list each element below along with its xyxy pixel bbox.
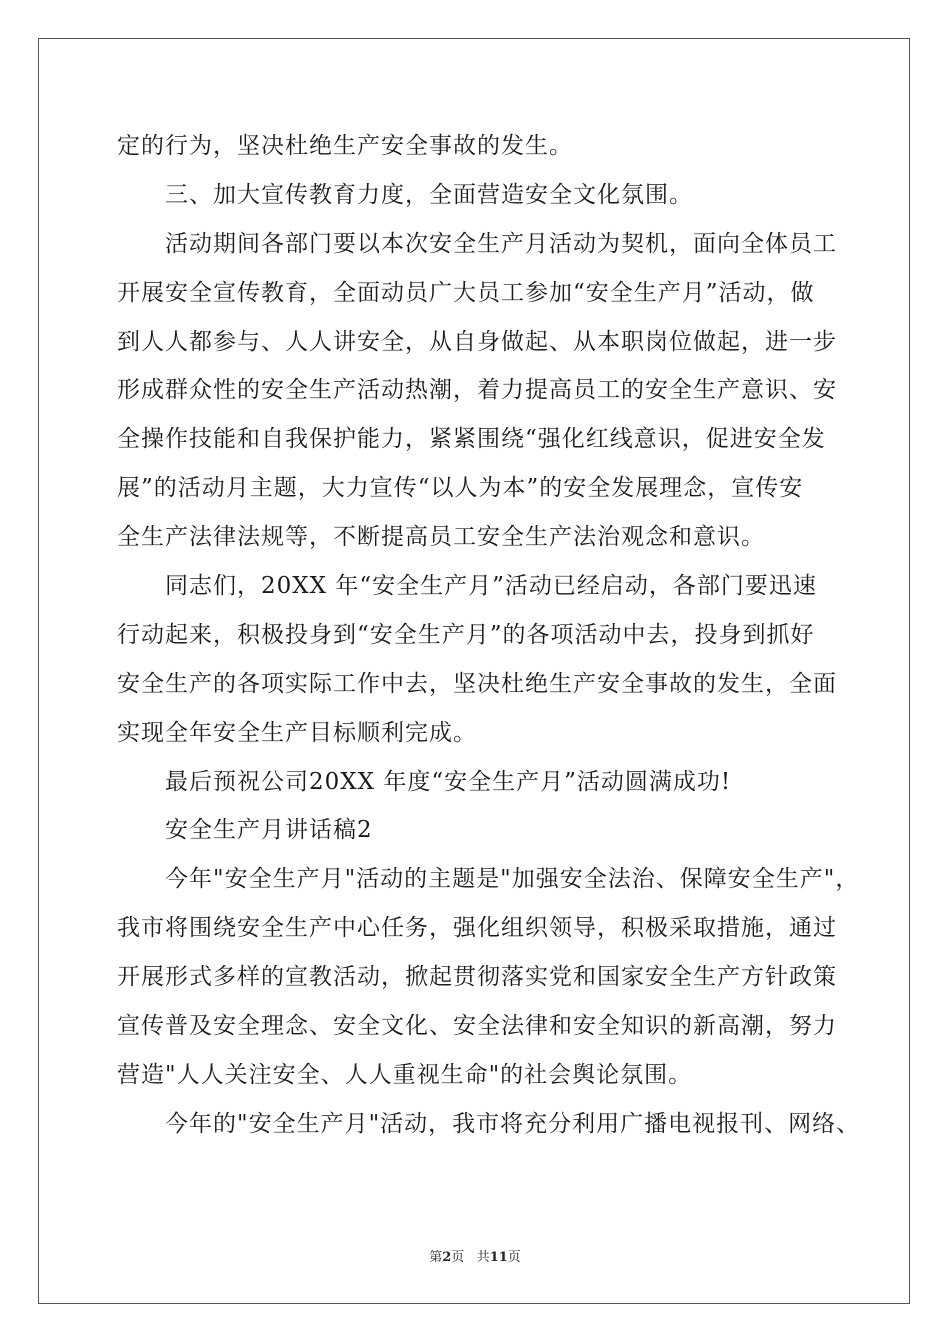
text-line: 开展安全宣传教育，全面动员广大员工参加“安全生产月”活动，做 (117, 279, 815, 306)
footer-total-suffix: 页 (507, 1250, 521, 1265)
section-heading: 三、加大宣传教育力度，全面营造安全文化氛围。 (165, 181, 693, 208)
text-line: 实现全年安全生产目标顺利完成。 (117, 719, 477, 746)
document-body (117, 122, 861, 1149)
text-line: 营造"人人关注安全、人人重视生命"的社会舆论氛围。 (117, 1061, 693, 1088)
text-line: 定的行为，坚决杜绝生产安全事故的发生。 (117, 133, 573, 159)
text-line: 我市将围绕安全生产中心任务，强化组织领导，积极采取措施，通过 (117, 915, 837, 942)
text-line: 安全生产的各项实际工作中去，坚决杜绝生产安全事故的发生，全面 (117, 670, 837, 697)
text-line: 全生产法律法规等，不断提高员工安全生产法治观念和意识。 (117, 524, 765, 551)
text-line: 形成群众性的安全生产活动热潮，着力提高员工的安全生产意识、安 (117, 377, 837, 404)
text-line: 到人人都参与、人人讲安全，从自身做起、从本职岗位做起，进一步 (117, 328, 837, 355)
total-page-number: 11 (489, 1250, 508, 1265)
text-line: 同志们，20XX 年“安全生产月”活动已经启动，各部门要迅速 (165, 573, 817, 600)
text-line: 行动起来，积极投身到“安全生产月”的各项活动中去，投身到抓好 (117, 621, 815, 648)
text-line: 今年"安全生产月"活动的主题是"加强安全法治、保障安全生产"， (165, 866, 860, 893)
text-line: 开展形式多样的宣教活动，掀起贯彻落实党和国家安全生产方针政策 (117, 964, 837, 991)
text-line: 活动期间各部门要以本次安全生产月活动为契机，面向全体员工 (165, 230, 837, 257)
text-line: 展”的活动月主题，大力宣传“以人为本”的安全发展理念，宣传安 (117, 475, 804, 502)
footer-total-prefix: 共 (476, 1250, 490, 1265)
text-line: 最后预祝公司20XX 年度“安全生产月”活动圆满成功! (165, 768, 732, 795)
text-line: 全操作技能和自我保护能力，紧紧围绕“强化红线意识，促进安全发 (117, 426, 826, 453)
text-line: 今年的"安全生产月"活动，我市将充分利用广播电视报刊、网络、 (165, 1110, 861, 1137)
page-footer (0, 1246, 950, 1265)
footer-prefix: 第 (429, 1250, 443, 1265)
article-title: 安全生产月讲话稿2 (165, 817, 373, 844)
text-line: 宣传普及安全理念、安全文化、安全法律和安全知识的新高潮，努力 (117, 1013, 837, 1040)
current-page-number: 2 (442, 1250, 452, 1265)
footer-page-suffix: 页 (451, 1250, 465, 1265)
